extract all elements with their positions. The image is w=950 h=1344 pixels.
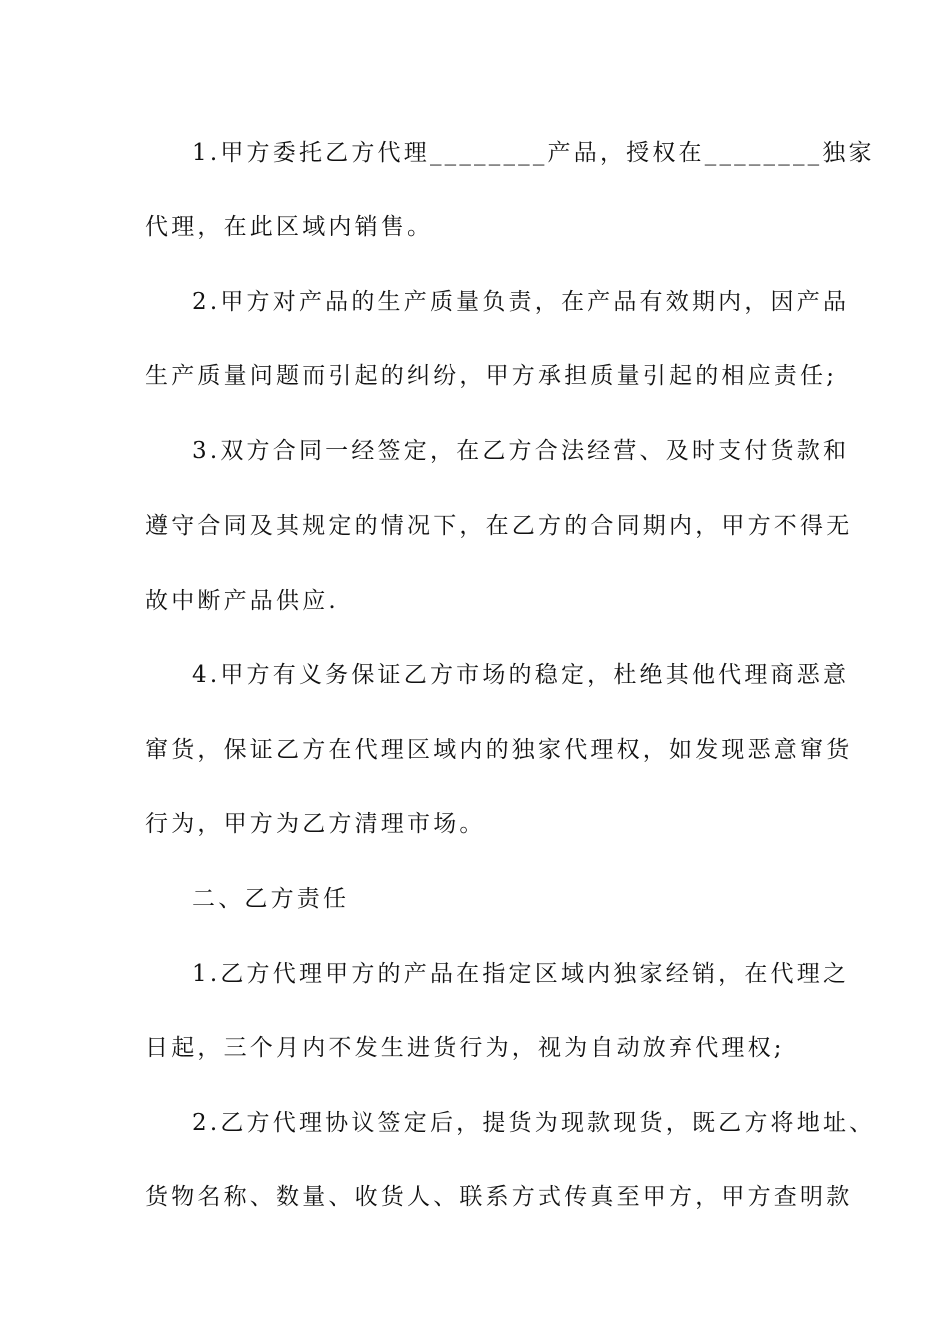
clause-a4-line2: 窜货，保证乙方在代理区域内的独家代理权，如发现恶意窜货 — [145, 737, 853, 763]
clause-a3-line1: 3.双方合同一经签定，在乙方合法经营、及时支付货款和 — [192, 438, 850, 464]
clause-b2-line2: 货物名称、数量、收货人、联系方式传真至甲方，甲方查明款 — [145, 1184, 853, 1210]
section-heading: 二、乙方责任 — [192, 886, 350, 912]
clause-b1-line1: 1.乙方代理甲方的产品在指定区域内独家经销，在代理之 — [192, 961, 850, 987]
clause-a2-line1: 2.甲方对产品的生产质量负责，在产品有效期内，因产品 — [192, 289, 850, 315]
clause-a2-line2: 生产质量问题而引起的纠纷，甲方承担质量引起的相应责任; — [145, 363, 838, 389]
clause-a4-line1: 4.甲方有义务保证乙方市场的稳定，杜绝其他代理商恶意 — [192, 662, 850, 688]
clause-b2-line1: 2.乙方代理协议签定后，提货为现款现货，既乙方将地址、 — [192, 1110, 876, 1136]
clause-a1-line1: 1.甲方委托乙方代理________产品，授权在________独家 — [192, 140, 875, 166]
clause-a3-line3: 故中断产品供应. — [145, 588, 339, 614]
clause-a3-line2: 遵守合同及其规定的情况下，在乙方的合同期内，甲方不得无 — [145, 513, 853, 539]
clause-a1-line2: 代理，在此区域内销售。 — [145, 214, 434, 240]
clause-a4-line3: 行为，甲方为乙方清理市场。 — [145, 811, 486, 837]
clause-b1-line2: 日起，三个月内不发生进货行为，视为自动放弃代理权; — [145, 1035, 785, 1061]
